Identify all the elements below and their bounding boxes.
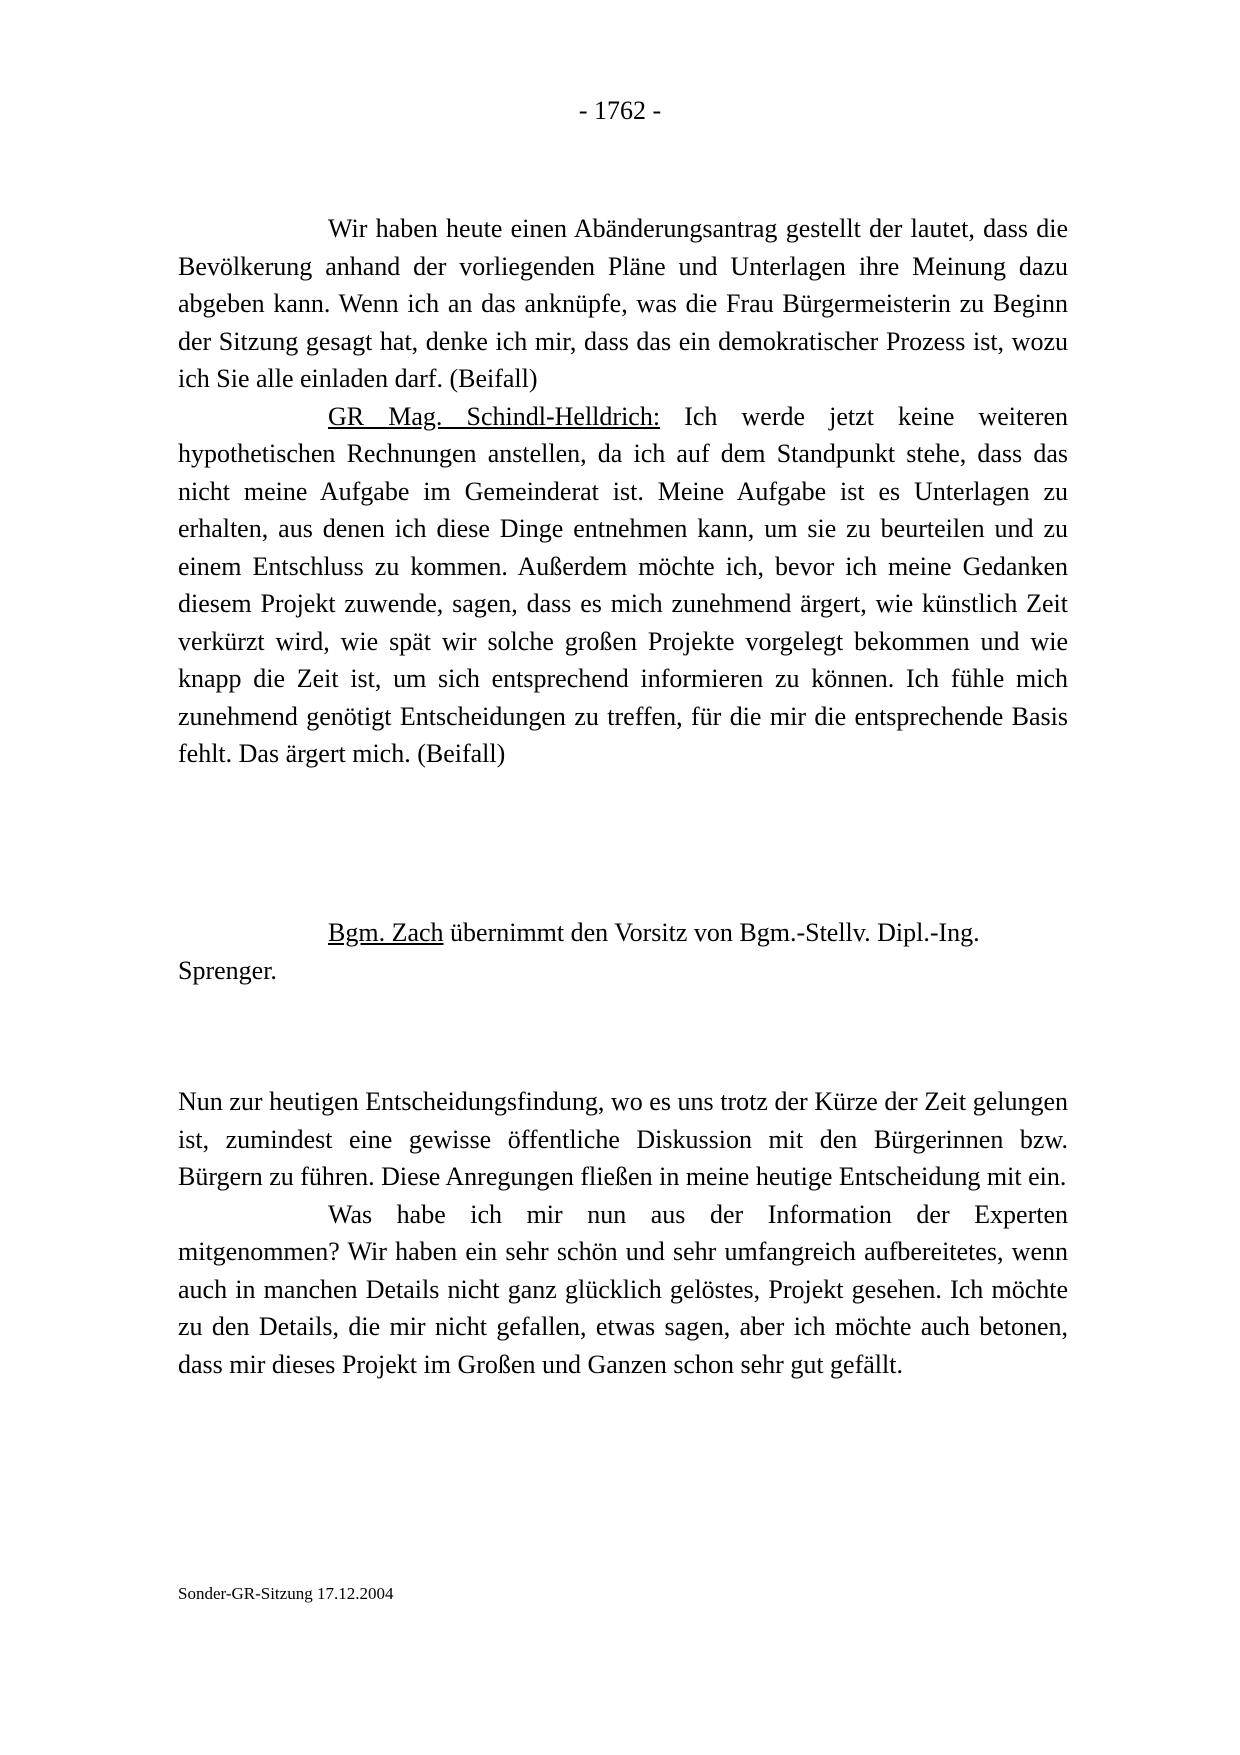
paragraph-chair-change	[178, 914, 1068, 989]
paragraph-schindl-helldrich	[178, 398, 1068, 773]
chair-change-note	[178, 914, 1068, 989]
speech-text-schindl-helldrich: Ich werde jetzt keine weiteren hypothetischen Rechnungen anstellen, da ich auf dem Standpunkt stehe, dass das nicht meine Aufgabe im Gemeinderat ist. Meine Aufgabe ist es Unterlagen zu erhalten, aus denen ich diese Dinge entnehmen kann, um sie zu beurteilen und zu einem Entschluss zu kommen. Außerdem möchte ich, bevor ich meine Gedanken diesem Projekt zuwende, sagen, dass es mich zunehmend ärgert, wie künstlich Zeit verkürzt wird, wie spät wir solche großen Projekte vorgelegt bekommen und wie knapp die Zeit ist, um sich entsprechend informieren zu können. Ich fühle mich zunehmend genötigt Entscheidungen zu treffen, für die mir die entsprechende Basis fehlt. Das ärgert mich. (Beifall)	[178, 401, 1068, 768]
paragraph-amendment-motion: Wir haben heute einen Abänderungsantrag gestellt der lautet, dass die Bevölkerung anhand der vorliegenden Pläne und Unterlagen ihre Meinung dazu abgeben kann. Wenn ich an das anknüpfe, was die Frau Bürgermeisterin zu Beginn der Sitzung gesagt hat, denke ich mir, dass das ein demokratischer Prozess ist, wozu ich Sie alle einladen darf. (Beifall)	[178, 214, 1068, 393]
speaker-name-schindl-helldrich: GR Mag. Schindl-Helldrich:	[328, 401, 661, 431]
page-number: - 1762 -	[578, 96, 662, 125]
paragraph-decision-making: Nun zur heutigen Entscheidungsfindung, wo es uns trotz der Kürze der Zeit gelungen ist, zumindest eine gewisse öffentliche Diskussion mit den Bürgerinnen bzw. Bürgern zu führen. Diese Anregungen fließen in meine heutige Entscheidung mit ein.	[178, 1087, 1068, 1191]
speech-block-continuation	[178, 1083, 1068, 1383]
paragraph-expert-information: Was habe ich mir nun aus der Information der Experten mitgenommen? Wir haben ein sehr schön und sehr umfangreich aufbereitetes, wenn auch in manchen Details nicht ganz glücklich gelöstes, Projekt gesehen. Ich möchte zu den Details, die mir nicht gefallen, etwas sagen, aber ich möchte auch betonen, dass mir dieses Projekt im Großen und Ganzen schon sehr gut gefällt.	[178, 1199, 1068, 1379]
speaker-name-zach: Bgm. Zach	[328, 918, 444, 947]
chair-change-text: übernimmt den Vorsitz von Bgm.-Stellv. Dipl.-Ing. Sprenger.	[178, 918, 980, 985]
speech-block-opening	[178, 210, 1068, 773]
footer-session-date: Sonder-GR-Sitzung 17.12.2004	[178, 1584, 394, 1603]
